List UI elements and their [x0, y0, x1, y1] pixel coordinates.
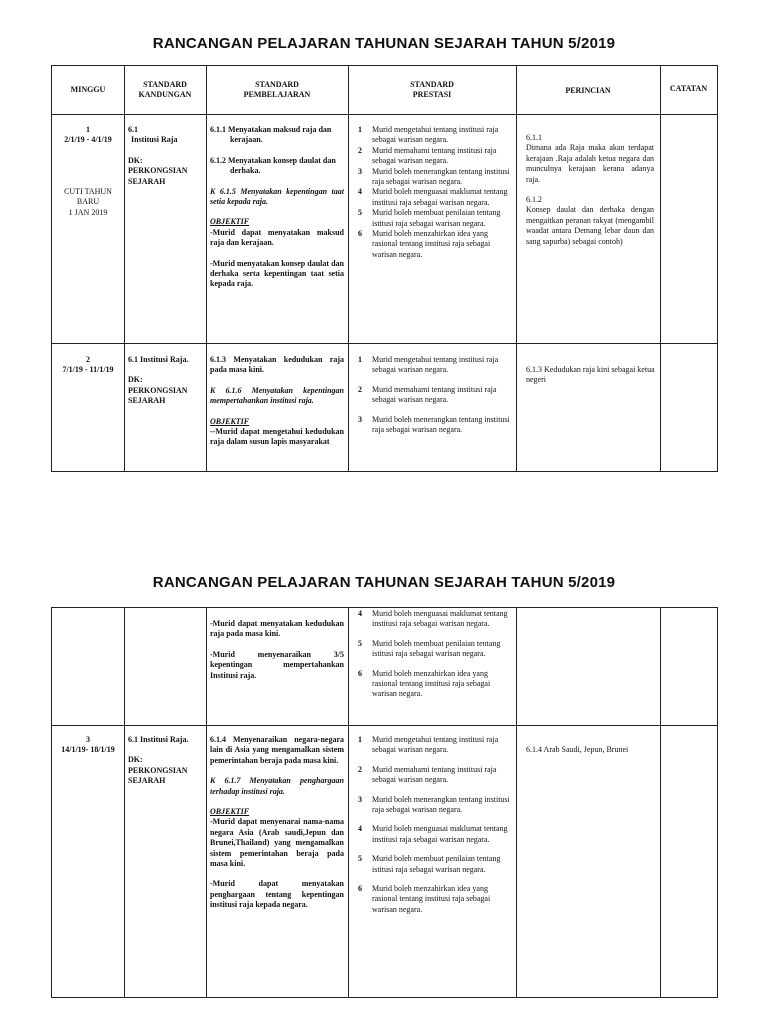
- prestasi-item: [352, 146, 512, 167]
- plan-table-page2: [51, 607, 718, 998]
- perincian-1: 6.1.1 Dimana ada Raja maka akan terdapat kerajaan .Raja adalah ketua negara dan munculnya kerajaan kerana adanya raja. 6.1.2 Konsep daulat dan derhaka dengan mengaitkan peranan rakyat (mengambil waadat antara Demang lebar daun dan sang sapurba) sebagai contoh): [526, 133, 654, 246]
- prestasi-item: [352, 765, 512, 786]
- prestasi-item: [352, 229, 512, 260]
- prestasi-number: 4: [358, 609, 362, 618]
- header-perincian: PERINCIAN: [565, 86, 611, 95]
- prestasi-number: 1: [358, 125, 362, 134]
- week-1: 1 2/1/19 - 4/1/19: [64, 125, 112, 145]
- prestasi-text: Murid boleh membuat penilaian tentang istitusi raja sebagai warisan negara.: [372, 854, 501, 874]
- prestasi-text: Murid mengetahui tentang institusi raja sebagai warisan negara.: [372, 735, 499, 755]
- prestasi-list-3: [352, 735, 512, 915]
- prestasi-number: 6: [358, 668, 362, 678]
- prestasi-item: [352, 355, 512, 376]
- perincian-2: 6.1.3 Kedudukan raja kini sebagai ketua negeri: [526, 365, 655, 385]
- pembelajaran-1: 6.1.1 Menyatakan maksud raja dan kerajaan. 6.1.2 Menyatakan konsep daulat dan derhaka. K 6.1.5 Menyatakan kepentingan taat setia kepada raja. OBJEKTIF -Murid dapat menyatakan maksud raja dan kerajaan. -Murid menyatakan konsep daulat dan derhaka serta kepentingan taat setia kepada raja.: [210, 125, 344, 289]
- prestasi-text: Murid memahami tentang institusi raja sebagai warisan negara.: [372, 384, 497, 405]
- header-catatan: CATATAN: [669, 84, 708, 93]
- prestasi-item: [352, 669, 512, 700]
- prestasi-number: 3: [358, 794, 362, 804]
- prestasi-item: [352, 187, 512, 208]
- prestasi-number: 4: [358, 187, 362, 197]
- week-2: 2 7/1/19 - 11/1/19: [62, 355, 114, 375]
- prestasi-item: [352, 208, 512, 229]
- prestasi-number: 2: [358, 145, 362, 155]
- prestasi-text: Murid boleh menzahirkan idea yang rasional tentang institusi raja sebagai warisan negara.: [372, 884, 491, 914]
- holiday-note: CUTI TAHUN BARU 1 JAN 2019: [64, 187, 112, 217]
- pembelajaran-2: 6.1.3 Menyatakan kedudukan raja pada masa kini. K 6.1.6 Menyatakan kepentingan mempertahankan institusi raja. OBJEKTIF --Murid dapat mengetahui kedudukan raja dalam susun lapis masyarakat: [210, 355, 344, 447]
- header-standard-pembelajaran: STANDARD PEMBELAJARAN: [243, 80, 311, 99]
- prestasi-item: [352, 125, 512, 146]
- prestasi-list-1: [352, 125, 512, 260]
- prestasi-text: Murid memahami tentang institusi raja sebagai warisan negara.: [372, 764, 497, 785]
- plan-table-page1: [51, 65, 718, 472]
- prestasi-item: [352, 609, 512, 630]
- prestasi-text: Murid boleh menzahirkan idea yang rasional tentang institusi raja sebagai warisan negara.: [372, 668, 491, 699]
- prestasi-list-2: [352, 355, 512, 435]
- prestasi-text: Murid boleh menerangkan tentang institusi raja sebagai warisan negara.: [372, 166, 510, 187]
- week-3: 3 14/1/19- 18/1/19: [61, 735, 115, 755]
- prestasi-number: 1: [358, 735, 362, 744]
- header-minggu: MINGGU: [70, 85, 106, 94]
- prestasi-text: Murid boleh menguasai maklumat tentang institusi raja sebagai warisan negara.: [372, 609, 508, 629]
- pembelajaran-cont: -Murid dapat menyatakan kedudukan raja pada masa kini. -Murid menyenaraikan 3/5 kepentingan mempertahankan Institusi raja.: [210, 619, 344, 680]
- prestasi-number: 1: [358, 355, 362, 364]
- prestasi-number: 6: [358, 884, 362, 894]
- prestasi-item: [352, 167, 512, 188]
- kandungan-2: 6.1 Institusi Raja. DK: PERKONGSIAN SEJARAH: [128, 355, 189, 406]
- prestasi-text: Murid memahami tentang institusi raja sebagai warisan negara.: [372, 145, 497, 166]
- prestasi-item: [352, 385, 512, 406]
- prestasi-item: [352, 884, 512, 915]
- prestasi-item: [352, 854, 512, 875]
- kandungan-3: 6.1 Institusi Raja. DK: PERKONGSIAN SEJARAH: [128, 735, 189, 786]
- header-standard-prestasi: STANDARD PRESTASI: [410, 80, 454, 99]
- prestasi-number: 5: [358, 854, 362, 864]
- pembelajaran-3: 6.1.4 Menyenaraikan negara-negara lain di Asia yang mengamalkan sistem pemerintahan beraja pada masa kini. K 6.1.7 Menyatakan penghargaan terhadap institusi raja. OBJEKTIF -Murid dapat menyenarai nama-nama negara Asia (Arab saudi,Jepun dan Brunei,Thailand) yang mengamalkan sistem pemerintahan beraja pada masa kini. -Murid dapat menyatakan penghargaan tentang kepentingan institusi raja kepada negara.: [210, 735, 344, 910]
- prestasi-text: Murid boleh menzahirkan idea yang rasional tentang institusi raja sebagai warisan negara.: [372, 229, 491, 259]
- header-standard-kandungan: STANDARD KANDUNGAN: [138, 80, 192, 99]
- prestasi-list-cont: [352, 609, 512, 700]
- prestasi-text: Murid boleh menguasai maklumat tentang institusi raja sebagai warisan negara.: [372, 187, 508, 207]
- prestasi-item: [352, 795, 512, 816]
- prestasi-number: 4: [358, 824, 362, 834]
- prestasi-number: 5: [358, 638, 362, 648]
- prestasi-text: Murid mengetahui tentang institusi raja sebagai warisan negara.: [372, 125, 499, 145]
- prestasi-number: 5: [358, 208, 362, 218]
- prestasi-item: [352, 824, 512, 845]
- kandungan-1: 6.1 Institusi Raja DK: PERKONGSIAN SEJARAH: [128, 125, 188, 186]
- prestasi-text: Murid boleh membuat penilaian tentang istitusi raja sebagai warisan negara.: [372, 208, 501, 228]
- prestasi-text: Murid boleh menguasai maklumat tentang institusi raja sebagai warisan negara.: [372, 824, 508, 844]
- prestasi-text: Murid boleh menerangkan tentang institusi raja sebagai warisan negara.: [372, 414, 510, 435]
- prestasi-number: 2: [358, 764, 362, 774]
- page-title-2: RANCANGAN PELAJARAN TAHUNAN SEJARAH TAHUN 5/2019: [152, 574, 616, 591]
- prestasi-text: Murid mengetahui tentang institusi raja sebagai warisan negara.: [372, 355, 499, 375]
- prestasi-item: [352, 639, 512, 660]
- prestasi-number: 6: [358, 229, 362, 239]
- prestasi-text: Murid boleh menerangkan tentang institusi raja sebagai warisan negara.: [372, 794, 510, 815]
- prestasi-item: [352, 735, 512, 756]
- perincian-3: 6.1.4 Arab Saudi, Jepun, Brunei: [526, 745, 629, 754]
- prestasi-text: Murid boleh membuat penilaian tentang istitusi raja sebagai warisan negara.: [372, 638, 501, 659]
- prestasi-number: 3: [358, 414, 362, 424]
- prestasi-item: [352, 415, 512, 436]
- page-title: RANCANGAN PELAJARAN TAHUNAN SEJARAH TAHUN 5/2019: [152, 35, 616, 52]
- prestasi-number: 3: [358, 166, 362, 176]
- prestasi-number: 2: [358, 384, 362, 394]
